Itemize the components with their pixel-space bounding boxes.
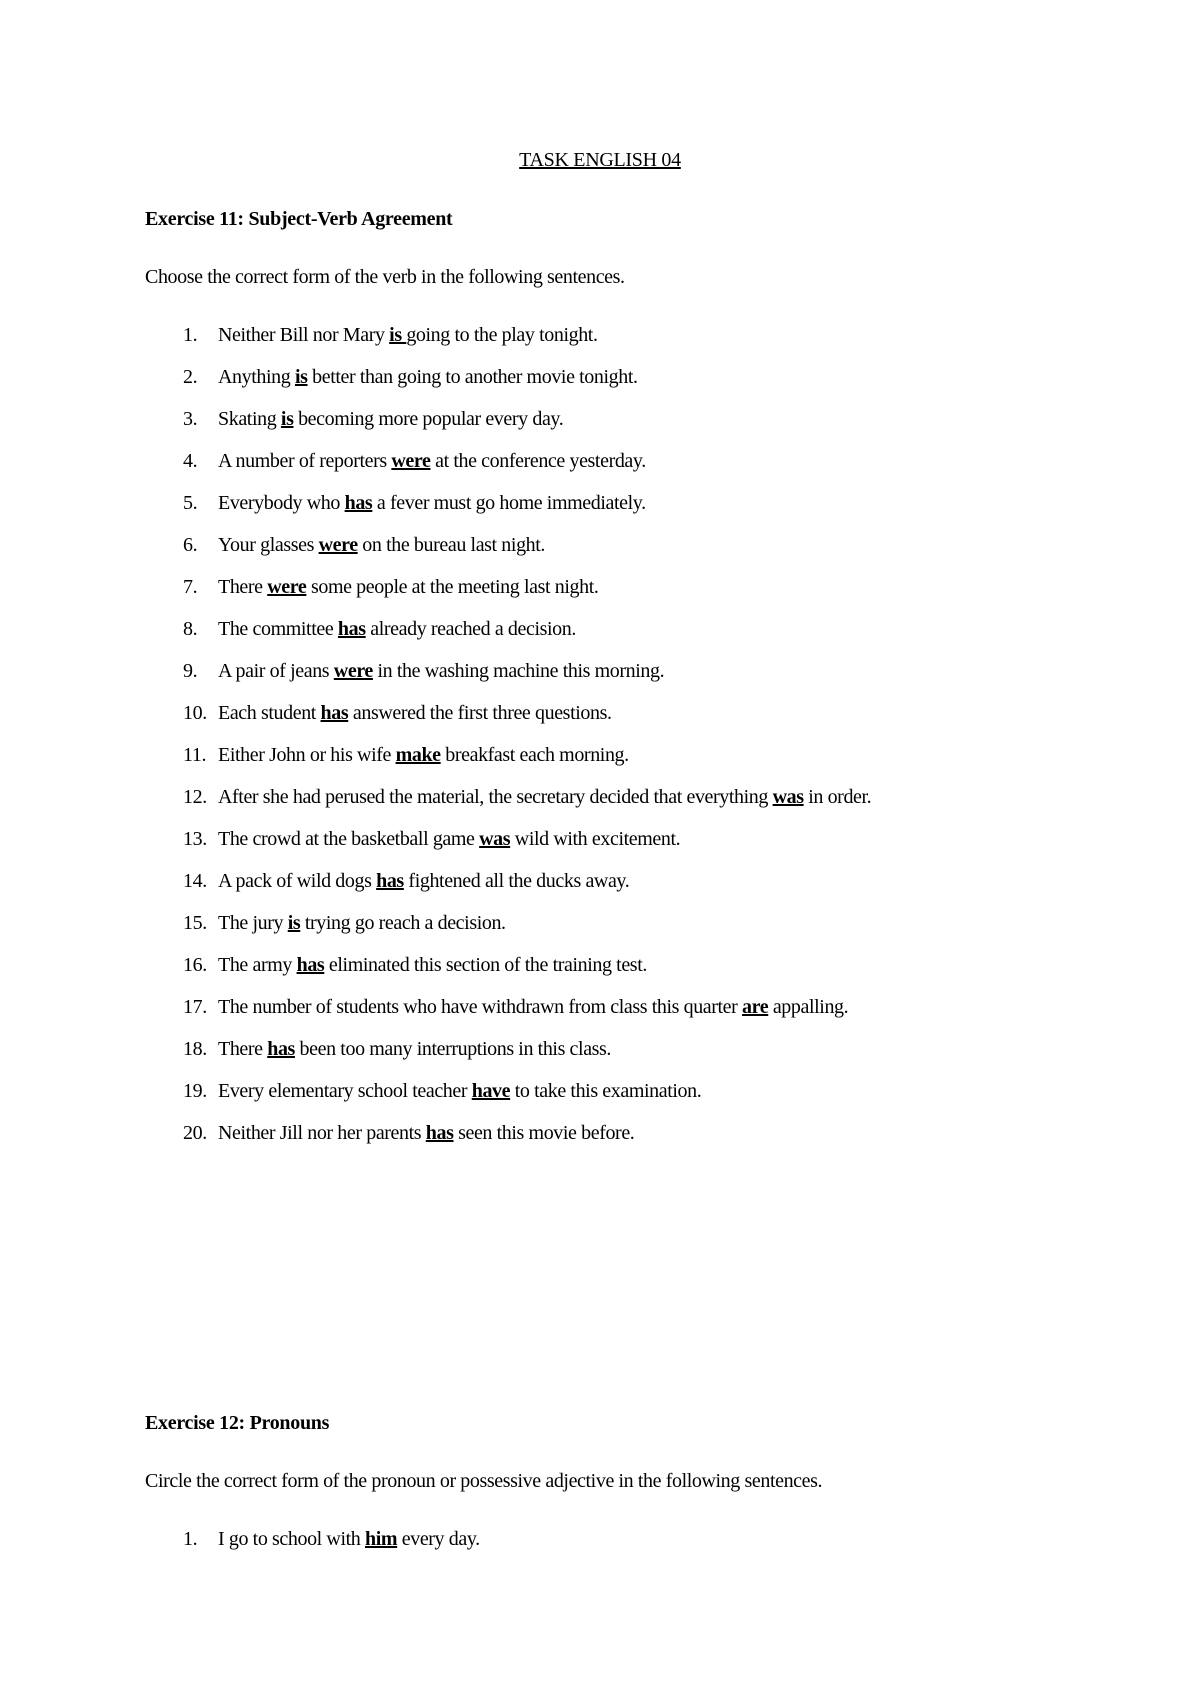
question-text [218, 489, 646, 517]
answer-word: has [320, 702, 349, 724]
question-number: 8. [183, 618, 198, 640]
question-text [218, 657, 664, 685]
question-number: 3. [183, 408, 198, 430]
question-text-before: A number of reporters [218, 450, 392, 472]
question-text-after: trying go reach a decision. [300, 912, 506, 934]
question-text [218, 573, 598, 601]
question-text-after: already reached a decision. [365, 618, 576, 640]
answer-word: has [344, 492, 373, 514]
question-text-before: Neither Bill nor Mary [218, 324, 390, 346]
question-text-before: Either John or his wife [218, 744, 396, 766]
answer-word: were [391, 450, 431, 472]
question-text-before: There [218, 1038, 268, 1060]
question-number: 9. [183, 660, 198, 682]
question-text-after: a fever must go home immediately. [372, 492, 646, 514]
question-text [218, 825, 680, 853]
question-number: 12. [183, 786, 207, 808]
question-text-after: some people at the meeting last night. [306, 576, 599, 598]
question-number: 20. [183, 1122, 207, 1144]
question-text [218, 951, 647, 979]
question-text-after: in the washing machine this morning. [372, 660, 665, 682]
question-text-after: answered the first three questions. [348, 702, 612, 724]
answer-word: is [280, 408, 294, 430]
question-text-before: The jury [218, 912, 288, 934]
question-text [218, 363, 638, 391]
question-number: 5. [183, 492, 198, 514]
question-text-after: breakfast each morning. [440, 744, 629, 766]
answer-word: were [267, 576, 307, 598]
question-number: 17. [183, 996, 207, 1018]
answer-word: is [294, 366, 308, 388]
question-text-after: on the bureau last night. [357, 534, 546, 556]
question-text [218, 1525, 480, 1553]
question-number: 14. [183, 870, 207, 892]
question-text-before: Each student [218, 702, 321, 724]
question-number: 7. [183, 576, 198, 598]
question-text-before: Skating [218, 408, 281, 430]
question-number: 2. [183, 366, 198, 388]
question-number: 15. [183, 912, 207, 934]
question-text-after: appalling. [768, 996, 849, 1018]
question-text [218, 405, 563, 433]
question-text-after: wild with excitement. [510, 828, 681, 850]
answer-word: has [296, 954, 325, 976]
question-text-before: After she had perused the material, the secretary decided that everything [218, 786, 773, 808]
answer-word: were [318, 534, 358, 556]
question-text-before: A pair of jeans [218, 660, 334, 682]
answer-word: was [772, 786, 804, 808]
question-text [218, 615, 576, 643]
question-text-after: becoming more popular every day. [293, 408, 564, 430]
answer-word: were [333, 660, 373, 682]
answer-word: have [471, 1080, 511, 1102]
question-text [218, 741, 629, 769]
question-number: 10. [183, 702, 207, 724]
answer-word: him [365, 1528, 398, 1550]
question-text [218, 1119, 634, 1147]
question-number: 16. [183, 954, 207, 976]
question-text-before: The number of students who have withdrawn from class this quarter [218, 996, 743, 1018]
question-text-after: in order. [803, 786, 872, 808]
answer-word: has [376, 870, 404, 892]
answer-word: are [742, 996, 769, 1018]
question-number: 1. [183, 1528, 198, 1550]
exercise-12-heading: Exercise 12: Pronouns [145, 1412, 330, 1434]
exercise-11-heading: Exercise 11: Subject-Verb Agreement [145, 208, 453, 230]
question-text-after: fightened all the ducks away. [403, 870, 630, 892]
question-text-before: Anything [218, 366, 295, 388]
question-text-after: better than going to another movie tonight. [307, 366, 638, 388]
question-text-after: at the conference yesterday. [430, 450, 646, 472]
question-number: 13. [183, 828, 207, 850]
question-text-before: Your glasses [218, 534, 319, 556]
question-text-after: every day. [397, 1528, 480, 1550]
answer-word: was [479, 828, 511, 850]
question-text [218, 447, 646, 475]
question-text-before: Everybody who [218, 492, 345, 514]
question-text-after: to take this examination. [510, 1080, 702, 1102]
question-text [218, 321, 598, 349]
question-text-before: Neither Jill nor her parents [218, 1122, 426, 1144]
exercise-11-instructions: Choose the correct form of the verb in the following sentences. [145, 266, 625, 288]
question-number: 6. [183, 534, 198, 556]
question-text-before: There [218, 576, 268, 598]
question-number: 18. [183, 1038, 207, 1060]
question-text [218, 783, 871, 811]
question-number: 1. [183, 324, 198, 346]
question-text-after: been too many interruptions in this class. [294, 1038, 612, 1060]
question-number: 11. [183, 744, 207, 766]
answer-word: has [337, 618, 366, 640]
question-text-before: A pack of wild dogs [218, 870, 377, 892]
question-text [218, 1035, 611, 1063]
answer-word: has [425, 1122, 454, 1144]
question-text [218, 867, 629, 895]
answer-word: make [395, 744, 441, 766]
question-text-before: The crowd at the basketball game [218, 828, 480, 850]
answer-word: is [389, 324, 407, 346]
question-text-after: going to the play tonight. [406, 324, 598, 346]
question-text [218, 699, 612, 727]
question-text-after: seen this movie before. [453, 1122, 635, 1144]
question-text-after: eliminated this section of the training test. [324, 954, 647, 976]
question-text-before: The army [218, 954, 297, 976]
question-text-before: I go to school with [218, 1528, 365, 1550]
question-text [218, 909, 506, 937]
question-number: 19. [183, 1080, 207, 1102]
question-number: 4. [183, 450, 198, 472]
question-text [218, 531, 545, 559]
answer-word: has [267, 1038, 295, 1060]
question-text [218, 993, 848, 1021]
question-text-before: Every elementary school teacher [218, 1080, 472, 1102]
document-title: TASK ENGLISH 04 [519, 149, 681, 171]
exercise-12-instructions: Circle the correct form of the pronoun or possessive adjective in the following sentences. [145, 1470, 823, 1492]
question-text [218, 1077, 701, 1105]
answer-word: is [287, 912, 301, 934]
question-text-before: The committee [218, 618, 338, 640]
